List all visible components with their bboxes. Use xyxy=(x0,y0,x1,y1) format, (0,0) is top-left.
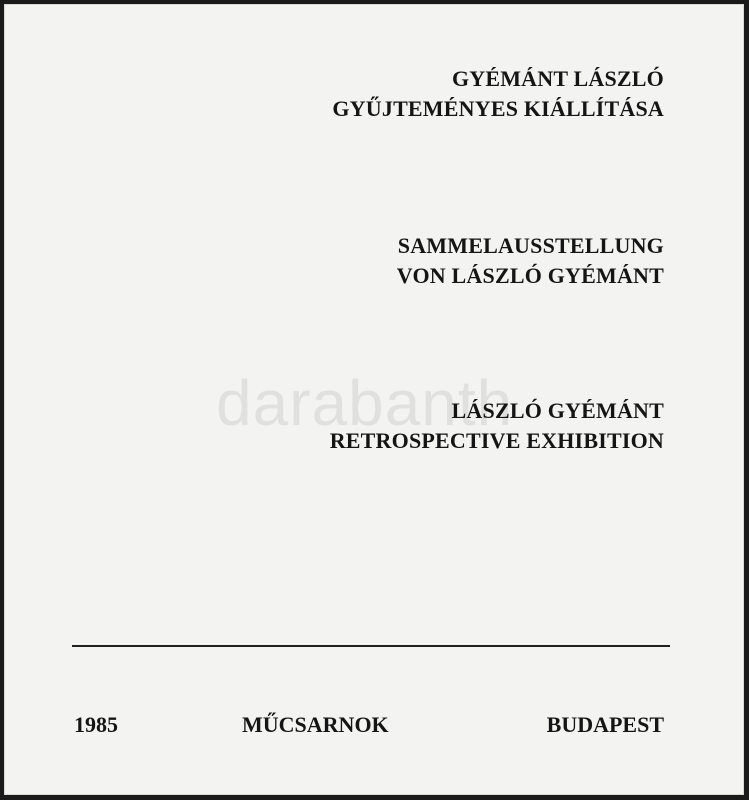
hungarian-title-line-2: GYŰJTEMÉNYES KIÁLLÍTÁSA xyxy=(332,96,664,121)
publication-year: 1985 xyxy=(74,712,118,737)
german-title xyxy=(397,231,664,291)
english-title-line-1: LÁSZLÓ GYÉMÁNT xyxy=(451,398,664,423)
english-title-line-2: RETROSPECTIVE EXHIBITION xyxy=(329,428,664,453)
city-name: BUDAPEST xyxy=(546,712,664,737)
horizontal-divider xyxy=(72,645,670,647)
watermark-text: darabanth xyxy=(216,367,514,439)
english-title xyxy=(330,396,664,456)
hungarian-title xyxy=(332,64,664,124)
hungarian-title-line-1: GYÉMÁNT LÁSZLÓ xyxy=(451,66,664,91)
german-title-line-1: SAMMELAUSSTELLUNG xyxy=(397,233,664,258)
venue-name: MŰCSARNOK xyxy=(242,712,389,737)
german-title-line-2: VON LÁSZLÓ GYÉMÁNT xyxy=(396,263,664,288)
catalog-cover xyxy=(4,4,744,795)
